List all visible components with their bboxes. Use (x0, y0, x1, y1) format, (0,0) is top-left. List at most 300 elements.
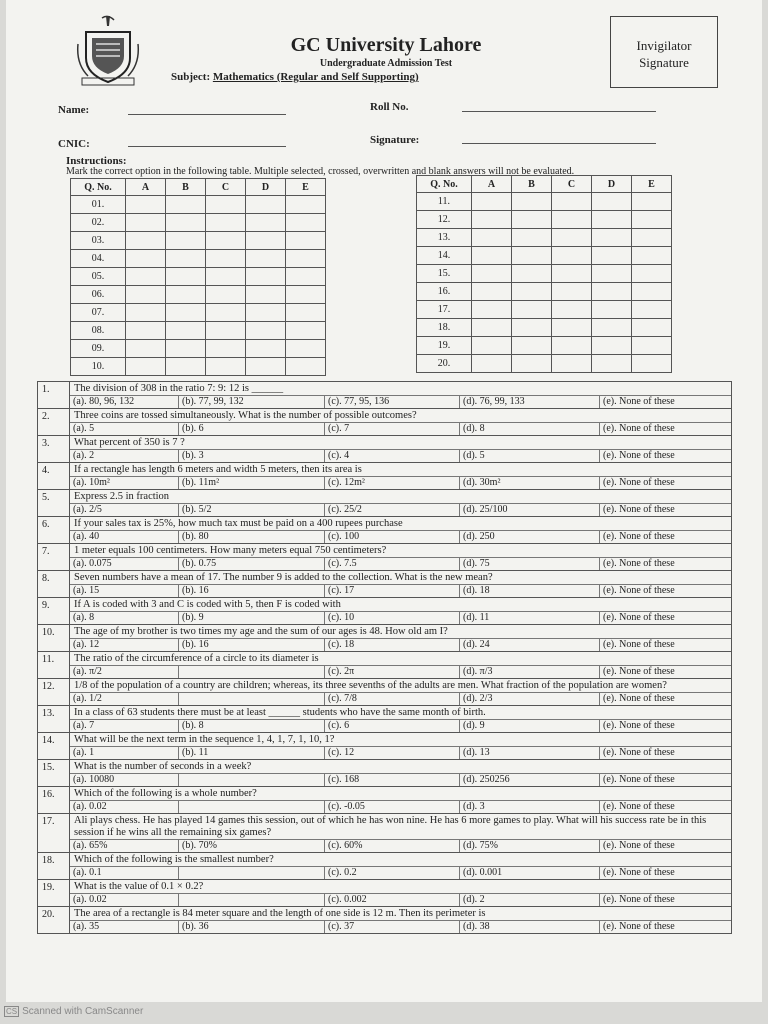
answer-option-cell[interactable] (552, 301, 592, 319)
answer-option-cell[interactable] (206, 196, 246, 214)
question-option: (a). 80, 96, 132 (70, 396, 179, 408)
question-body (70, 706, 731, 732)
answer-table-header-cell: E (286, 179, 326, 196)
question-row (38, 490, 731, 517)
answer-question-number: 16. (417, 283, 472, 301)
question-option: (b). 16 (179, 639, 325, 651)
answer-option-cell[interactable] (126, 340, 166, 358)
answer-option-cell[interactable] (286, 340, 326, 358)
answer-question-number: 01. (71, 196, 126, 214)
question-option: (e). None of these (603, 921, 675, 932)
answer-option-cell[interactable] (632, 337, 672, 355)
answer-option-cell[interactable] (206, 358, 246, 376)
question-options (70, 746, 731, 759)
answer-option-cell[interactable] (592, 193, 632, 211)
answer-option-cell[interactable] (552, 283, 592, 301)
question-option: (c). 0.002 (325, 894, 460, 906)
question-option: (c). 7.5 (325, 558, 460, 570)
question-option: (c). 10 (325, 612, 460, 624)
question-row (38, 760, 731, 787)
question-body (70, 409, 731, 435)
answer-option-cell[interactable] (512, 265, 552, 283)
answer-option-cell[interactable] (206, 268, 246, 286)
answer-option-cell[interactable] (206, 304, 246, 322)
answer-row (71, 358, 326, 376)
answer-option-cell[interactable] (166, 214, 206, 232)
question-option: (d). 250256 (460, 774, 600, 786)
question-option: (a). 0.1 (70, 867, 179, 879)
roll-no-field[interactable] (462, 111, 656, 112)
signature-label: Signature: (370, 134, 420, 146)
name-field[interactable] (128, 114, 286, 115)
answer-option-cell[interactable] (552, 247, 592, 265)
answer-question-number: 19. (417, 337, 472, 355)
answer-option-cell[interactable] (206, 214, 246, 232)
answer-option-cell[interactable] (512, 229, 552, 247)
answer-table-header-cell: E (632, 176, 672, 193)
question-options (70, 611, 731, 624)
answer-option-cell[interactable] (206, 340, 246, 358)
answer-option-cell[interactable] (126, 358, 166, 376)
question-option: (d). 75 (460, 558, 600, 570)
answer-row (417, 355, 672, 373)
answer-option-cell[interactable] (286, 196, 326, 214)
answer-question-number: 02. (71, 214, 126, 232)
answer-option-cell[interactable] (246, 250, 286, 268)
question-option: (c). 60% (325, 840, 460, 852)
answer-question-number: 06. (71, 286, 126, 304)
question-row (38, 517, 731, 544)
answer-option-cell[interactable] (286, 250, 326, 268)
question-option: (e). None of these (603, 477, 675, 488)
question-option: (e). None of these (603, 450, 675, 461)
question-option (179, 801, 325, 813)
answer-option-cell[interactable] (166, 340, 206, 358)
question-body (70, 652, 731, 678)
question-number: 15. (38, 760, 70, 786)
answer-table-header-cell: B (166, 179, 206, 196)
answer-option-cell[interactable] (552, 211, 592, 229)
question-row (38, 706, 731, 733)
question-number: 5. (38, 490, 70, 516)
question-body (70, 382, 731, 408)
answer-option-cell[interactable] (472, 265, 512, 283)
question-option: (e). None of these (603, 747, 675, 758)
question-option: (d). 76, 99, 133 (460, 396, 600, 408)
question-option: (b). 9 (179, 612, 325, 624)
answer-option-cell[interactable] (286, 286, 326, 304)
question-option: (e). None of these (603, 396, 675, 407)
answer-option-cell[interactable] (552, 319, 592, 337)
question-row (38, 907, 731, 933)
answer-option-cell[interactable] (166, 232, 206, 250)
answer-option-cell[interactable] (632, 283, 672, 301)
answer-table-header-cell: B (512, 176, 552, 193)
test-title: Undergraduate Admission Test (319, 58, 453, 69)
signature-field[interactable] (462, 143, 656, 144)
answer-option-cell[interactable] (632, 211, 672, 229)
answer-option-cell[interactable] (632, 319, 672, 337)
question-option: (a). 0.075 (70, 558, 179, 570)
question-row (38, 544, 731, 571)
question-option: (a). 2/5 (70, 504, 179, 516)
question-option: (e). None of these (603, 531, 675, 542)
answer-option-cell[interactable] (592, 337, 632, 355)
answer-table-header-cell: D (246, 179, 286, 196)
question-option (179, 774, 325, 786)
question-option: (c). 7/8 (325, 693, 460, 705)
answer-option-cell[interactable] (632, 193, 672, 211)
question-option: (d). 25/100 (460, 504, 600, 516)
question-body (70, 571, 731, 597)
question-row (38, 436, 731, 463)
question-text: 1 meter equals 100 centimeters. How many meters equal 750 centimeters? (74, 545, 387, 556)
question-body (70, 787, 731, 813)
question-options (70, 395, 731, 408)
question-text: The division of 308 in the ratio 7: 9: 12 is ______ (74, 383, 284, 394)
answer-option-cell[interactable] (632, 301, 672, 319)
answer-option-cell[interactable] (166, 358, 206, 376)
question-text: If your sales tax is 25%, how much tax must be paid on a 400 rupees purchase (74, 518, 403, 529)
question-option: (a). 12 (70, 639, 179, 651)
question-option: (e). None of these (603, 867, 675, 878)
answer-option-cell[interactable] (126, 214, 166, 232)
question-option: (c). 4 (325, 450, 460, 462)
question-option: (b). 70% (179, 840, 325, 852)
question-option: (e). None of these (603, 693, 675, 704)
question-option: (a). 10080 (70, 774, 179, 786)
answer-question-number: 07. (71, 304, 126, 322)
answer-question-number: 14. (417, 247, 472, 265)
question-body (70, 907, 731, 933)
question-text: What is the number of seconds in a week? (74, 761, 252, 772)
question-option: (c). -0.05 (325, 801, 460, 813)
answer-option-cell[interactable] (166, 304, 206, 322)
answer-option-cell[interactable] (512, 337, 552, 355)
camscanner-footer (4, 1006, 143, 1017)
question-option: (d). 3 (460, 801, 600, 813)
answer-question-number: 20. (417, 355, 472, 373)
question-options (70, 476, 731, 489)
answer-option-cell[interactable] (512, 211, 552, 229)
question-body (70, 436, 731, 462)
answer-table-header (71, 179, 326, 196)
question-option: (b). 6 (179, 423, 325, 435)
question-option: (b). 8 (179, 720, 325, 732)
answer-option-cell[interactable] (472, 247, 512, 265)
question-option: (e). None of these (603, 801, 675, 812)
answer-option-cell[interactable] (592, 301, 632, 319)
question-option: (e). None of these (603, 558, 675, 569)
answer-option-cell[interactable] (512, 193, 552, 211)
question-row (38, 814, 731, 853)
answer-row (71, 196, 326, 214)
question-option: (c). 25/2 (325, 504, 460, 516)
question-options (70, 866, 731, 879)
answer-option-cell[interactable] (246, 286, 286, 304)
question-option: (d). 5 (460, 450, 600, 462)
question-option (179, 693, 325, 705)
answer-option-cell[interactable] (472, 319, 512, 337)
answer-row (417, 283, 672, 301)
question-options (70, 773, 731, 786)
question-text: The area of a rectangle is 84 meter square and the length of one side is 12 m. Then its perimeter is (74, 908, 486, 919)
subject-line (171, 71, 419, 83)
question-option: (b). 11m² (179, 477, 325, 489)
answer-row (417, 229, 672, 247)
question-row (38, 463, 731, 490)
question-option (179, 894, 325, 906)
roll-no-label: Roll No. (370, 101, 409, 113)
answer-row (417, 211, 672, 229)
answer-option-cell[interactable] (126, 286, 166, 304)
university-crest-icon (76, 14, 140, 88)
question-option: (e). None of these (603, 666, 675, 677)
answer-option-cell[interactable] (286, 322, 326, 340)
question-options (70, 800, 731, 813)
question-number: 7. (38, 544, 70, 570)
question-option: (e). None of these (603, 720, 675, 731)
question-option: (d). 8 (460, 423, 600, 435)
answer-option-cell[interactable] (552, 193, 592, 211)
answer-table-left (70, 178, 326, 376)
question-option: (c). 37 (325, 921, 460, 933)
question-option: (c). 17 (325, 585, 460, 597)
answer-question-number: 15. (417, 265, 472, 283)
question-options (70, 557, 731, 570)
answer-option-cell[interactable] (592, 211, 632, 229)
question-number: 6. (38, 517, 70, 543)
answer-table-header-cell: Q. No. (417, 176, 472, 193)
question-option: (a). 8 (70, 612, 179, 624)
question-option: (c). 7 (325, 423, 460, 435)
answer-option-cell[interactable] (472, 301, 512, 319)
answer-option-cell[interactable] (166, 268, 206, 286)
answer-option-cell[interactable] (512, 355, 552, 373)
question-option: (b). 11 (179, 747, 325, 759)
answer-option-cell[interactable] (126, 304, 166, 322)
question-row (38, 625, 731, 652)
answer-row (71, 214, 326, 232)
answer-option-cell[interactable] (472, 229, 512, 247)
question-row (38, 571, 731, 598)
question-option: (b). 80 (179, 531, 325, 543)
answer-option-cell[interactable] (246, 322, 286, 340)
question-option: (a). π/2 (70, 666, 179, 678)
answer-option-cell[interactable] (126, 322, 166, 340)
question-option: (d). 0.001 (460, 867, 600, 879)
question-options (70, 503, 731, 516)
answer-option-cell[interactable] (206, 232, 246, 250)
answer-question-number: 12. (417, 211, 472, 229)
answer-table-right (416, 175, 672, 373)
answer-row (71, 286, 326, 304)
answer-option-cell[interactable] (246, 214, 286, 232)
answer-option-cell[interactable] (512, 301, 552, 319)
question-option: (a). 65% (70, 840, 179, 852)
answer-row (417, 319, 672, 337)
question-option: (e). None of these (603, 840, 675, 851)
answer-option-cell[interactable] (592, 283, 632, 301)
question-option (179, 867, 325, 879)
question-option: (b). 3 (179, 450, 325, 462)
question-text: The ratio of the circumference of a circle to its diameter is (74, 653, 319, 664)
answer-option-cell[interactable] (632, 247, 672, 265)
answer-option-cell[interactable] (592, 265, 632, 283)
answer-option-cell[interactable] (592, 319, 632, 337)
question-option: (d). 2 (460, 894, 600, 906)
answer-option-cell[interactable] (472, 283, 512, 301)
answer-option-cell[interactable] (286, 232, 326, 250)
answer-option-cell[interactable] (552, 337, 592, 355)
question-number: 18. (38, 853, 70, 879)
question-option: (a). 10m² (70, 477, 179, 489)
question-option: (b). 5/2 (179, 504, 325, 516)
question-text: What will be the next term in the sequence 1, 4, 1, 7, 1, 10, 1? (74, 734, 335, 745)
question-number: 20. (38, 907, 70, 933)
question-option: (d). 9 (460, 720, 600, 732)
question-option: (a). 35 (70, 921, 179, 933)
question-option: (d). π/3 (460, 666, 600, 678)
answer-question-number: 05. (71, 268, 126, 286)
instructions-text: Mark the correct option in the following table. Multiple selected, crossed, overwritten and blank answers will not be evaluated. (66, 166, 575, 177)
answer-option-cell[interactable] (552, 265, 592, 283)
question-body (70, 463, 731, 489)
answer-table-header (417, 176, 672, 193)
answer-table-header-cell: C (206, 179, 246, 196)
answer-option-cell[interactable] (472, 193, 512, 211)
answer-option-cell[interactable] (592, 355, 632, 373)
answer-option-cell[interactable] (246, 304, 286, 322)
question-option: (e). None of these (603, 774, 675, 785)
answer-option-cell[interactable] (166, 250, 206, 268)
question-text: Seven numbers have a mean of 17. The number 9 is added to the collection. What is the new mean? (74, 572, 493, 583)
question-option: (d). 18 (460, 585, 600, 597)
question-option: (c). 12 (325, 747, 460, 759)
question-option: (d). 11 (460, 612, 600, 624)
question-body (70, 517, 731, 543)
question-option: (e). None of these (603, 504, 675, 515)
answer-question-number: 09. (71, 340, 126, 358)
answer-option-cell[interactable] (126, 196, 166, 214)
question-row (38, 652, 731, 679)
answer-option-cell[interactable] (206, 286, 246, 304)
question-row (38, 409, 731, 436)
question-row (38, 787, 731, 814)
answer-option-cell[interactable] (286, 214, 326, 232)
answer-table-header-cell: Q. No. (71, 179, 126, 196)
question-number: 9. (38, 598, 70, 624)
question-options (70, 839, 731, 852)
question-options (70, 449, 731, 462)
camscanner-logo: CS (6, 1007, 18, 1016)
camscanner-text: Scanned with CamScanner (22, 1006, 144, 1017)
question-options (70, 665, 731, 678)
answer-row (71, 250, 326, 268)
answer-option-cell[interactable] (286, 268, 326, 286)
answer-option-cell[interactable] (166, 196, 206, 214)
question-body (70, 733, 731, 759)
answer-row (417, 265, 672, 283)
answer-option-cell[interactable] (206, 250, 246, 268)
answer-option-cell[interactable] (246, 340, 286, 358)
answer-option-cell[interactable] (246, 196, 286, 214)
answer-question-number: 08. (71, 322, 126, 340)
question-option: (a). 0.02 (70, 801, 179, 813)
answer-question-number: 13. (417, 229, 472, 247)
question-text: What is the value of 0.1 × 0.2? (74, 881, 204, 892)
question-options (70, 422, 731, 435)
answer-option-cell[interactable] (632, 229, 672, 247)
answer-option-cell[interactable] (126, 250, 166, 268)
question-text: Which of the following is a whole number? (74, 788, 257, 799)
answer-option-cell[interactable] (472, 211, 512, 229)
question-row (38, 853, 731, 880)
answer-option-cell[interactable] (512, 247, 552, 265)
answer-option-cell[interactable] (286, 358, 326, 376)
question-number: 10. (38, 625, 70, 651)
answer-option-cell[interactable] (552, 229, 592, 247)
question-options (70, 638, 731, 651)
question-option: (d). 2/3 (460, 693, 600, 705)
answer-row (71, 304, 326, 322)
question-option: (d). 13 (460, 747, 600, 759)
question-body (70, 598, 731, 624)
question-option: (c). 6 (325, 720, 460, 732)
question-body (70, 814, 731, 852)
answer-row (71, 232, 326, 250)
answer-option-cell[interactable] (472, 337, 512, 355)
answer-option-cell[interactable] (246, 232, 286, 250)
university-title: GC University Lahore (290, 34, 482, 56)
question-options (70, 920, 731, 933)
answer-table-header-cell: C (552, 176, 592, 193)
answer-option-cell[interactable] (552, 355, 592, 373)
cnic-field[interactable] (128, 146, 286, 147)
answer-option-cell[interactable] (632, 355, 672, 373)
question-option: (c). 0.2 (325, 867, 460, 879)
invigilator-signature-box: Invigilator Signature (610, 16, 718, 88)
question-body (70, 853, 731, 879)
answer-option-cell[interactable] (632, 265, 672, 283)
question-option: (b). 77, 99, 132 (179, 396, 325, 408)
answer-option-cell[interactable] (286, 304, 326, 322)
answer-option-cell[interactable] (126, 268, 166, 286)
answer-option-cell[interactable] (126, 232, 166, 250)
answer-option-cell[interactable] (592, 229, 632, 247)
question-option: (c). 12m² (325, 477, 460, 489)
answer-option-cell[interactable] (206, 322, 246, 340)
cnic-label: CNIC: (58, 138, 90, 150)
answer-option-cell[interactable] (472, 355, 512, 373)
question-row (38, 598, 731, 625)
answer-option-cell[interactable] (512, 283, 552, 301)
answer-question-number: 11. (417, 193, 472, 211)
answer-option-cell[interactable] (246, 268, 286, 286)
question-options (70, 893, 731, 906)
answer-option-cell[interactable] (246, 358, 286, 376)
question-text: Ali plays chess. He has played 14 games this session, out of which he has won nine. He has 6 more games to play. What will his success rate be in this session if he wins all the remaining six games? (74, 815, 707, 838)
answer-option-cell[interactable] (512, 319, 552, 337)
question-option: (a). 15 (70, 585, 179, 597)
answer-option-cell[interactable] (166, 322, 206, 340)
question-option (179, 666, 325, 678)
question-text: If A is coded with 3 and C is coded with 5, then F is coded with (74, 599, 341, 610)
question-option: (e). None of these (603, 639, 675, 650)
question-option: (a). 1 (70, 747, 179, 759)
answer-option-cell[interactable] (592, 247, 632, 265)
answer-option-cell[interactable] (166, 286, 206, 304)
